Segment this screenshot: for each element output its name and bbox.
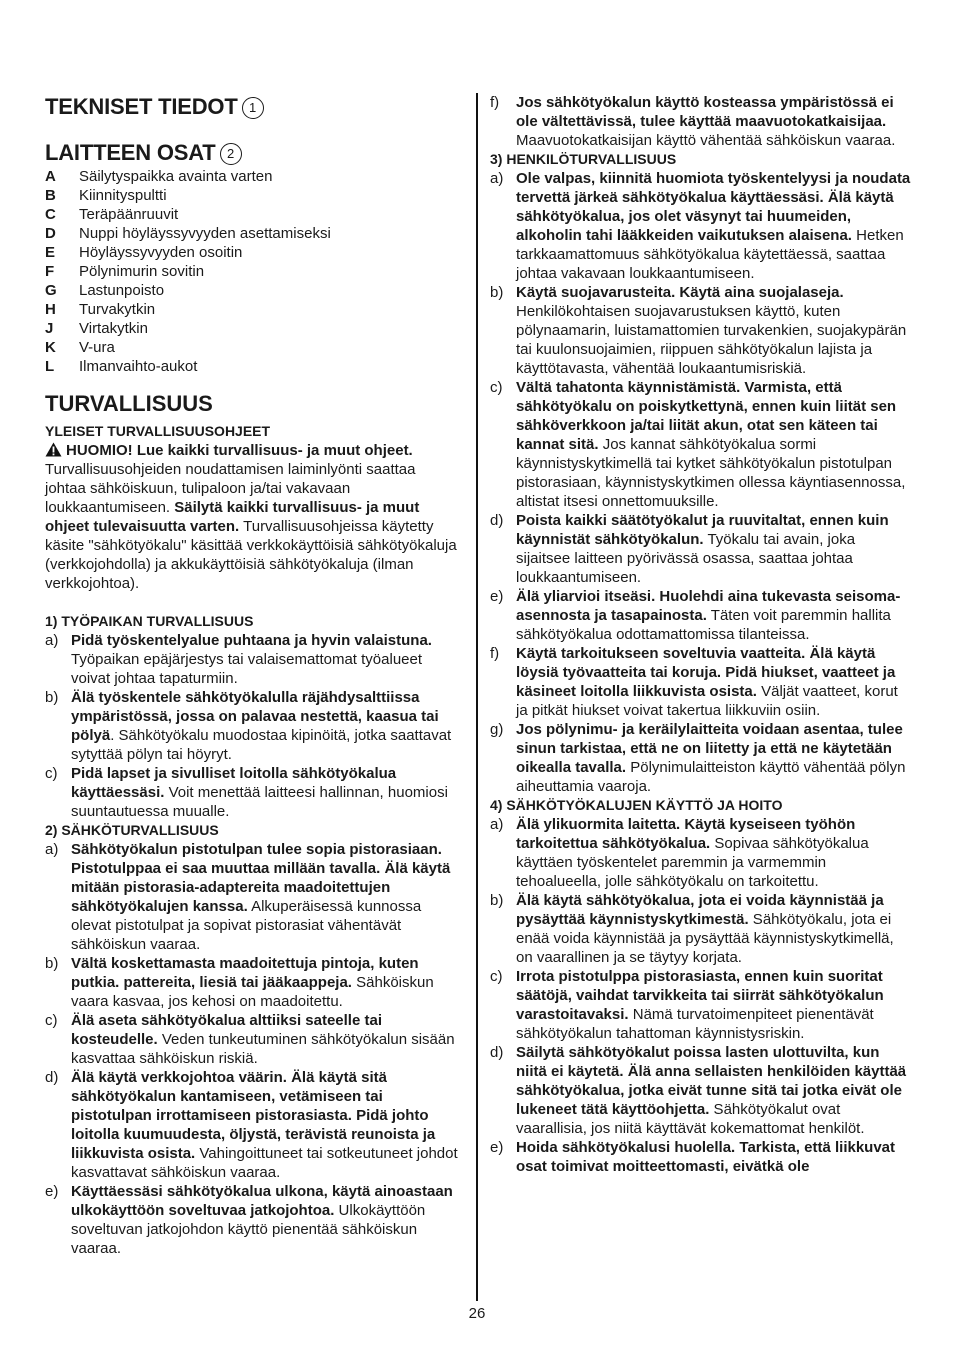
item-bold-text: Sähkötyökalun pistotulpan tulee sopia pistorasiaan. Pistotulppaa ei saa muuttaa millään tavalla. Älä käytä mitään pistorasia-adaptereita maadoitettujen sähkötyökalujen kanssa. — [71, 841, 451, 915]
tech-heading — [45, 93, 460, 121]
item-bold-text: Vältä tahatonta käynnistämistä. Varmista, että sähkötyökalu on poiskytkettynä, ennen kuin liität sen sähköverkkoon ja/tai liität akun, otat sen käteen tai kannat sitä. — [516, 379, 897, 453]
item-bold-text: Älä aseta sähkötyökalua alttiiksi sateelle tai kosteudelle. — [71, 1012, 382, 1048]
item-label: a) — [45, 632, 59, 649]
item-bold-text: Pidä työskentelyalue puhtaana ja hyvin valaistuna. — [71, 632, 432, 649]
section-3-list — [490, 169, 912, 796]
item-bold-text: Käytä tarkoitukseen soveltuvia vaatteita. Älä käytä löysiä työvaatteita tai koruja. Pidä hiukset, vaatteet ja käsineet loitolla liikkuvista osista. — [516, 645, 896, 700]
item-bold-text: Käyttäessäsi sähkötyökalua ulkona, käytä ainoastaan ulkokäyttöön soveltuvaa jatkojohtoa. — [71, 1183, 453, 1219]
item-label: c) — [45, 1012, 58, 1029]
section-2-title: 2) SÄHKÖTURVALLISUUS — [45, 822, 219, 838]
part-letter: L — [45, 358, 55, 375]
parts-list-item — [45, 357, 460, 376]
item-label: e) — [45, 1183, 59, 1200]
item-normal-text: Sopivaa sähkötyökalua käyttäen työskentelet paremmin ja varmemmin tehoalueella, jolle sähkötyökalu on tarkoitettu. — [516, 835, 869, 890]
general-safety-subheading: YLEISET TURVALLISUUSOHJEET — [45, 423, 271, 439]
item-bold-text: Käytä suojavarusteita. Käytä aina suojalaseja. — [516, 284, 844, 301]
item-normal-text: Työkalu tai avain, joka sijaitsee laitteen pyörivässä osassa, saattaa johtaa loukkaantumiseen. — [516, 531, 856, 586]
part-name: Säilytyspaikka avainta varten — [79, 168, 273, 185]
item-label: b) — [490, 284, 504, 301]
list-item — [490, 720, 912, 796]
item-normal-text: Voit menettää laitteesi hallinnan, huomiosi suuntautuessa muualle. — [71, 784, 448, 820]
item-text: Jos sähkötyökalun käyttö kosteassa ympäristössä ei ole vältettävissä, tulee käyttää maavuotokatkaisijaa. Maavuotokatkaisijan käyttö vähentää sähköiskun vaaraa. — [516, 94, 896, 149]
list-item — [490, 1138, 912, 1176]
part-name: Turvakytkin — [79, 301, 156, 318]
parts-list-item — [45, 319, 460, 338]
list-item — [45, 764, 460, 821]
part-name: Virtakytkin — [79, 320, 148, 337]
item-label: f) — [490, 645, 500, 662]
list-item — [490, 644, 912, 720]
item-normal-text: Väljät vaatteet, korut ja pitkät hiukset voivat takertua liikkuviin osiin. — [516, 683, 898, 719]
parts-list-item — [45, 243, 460, 262]
item-normal-text: Veden tunkeutuminen sähkötyökalun sisään kasvattaa sähköiskun riskiä. — [71, 1031, 455, 1067]
parts-list — [45, 167, 460, 376]
part-name: Lastunpoisto — [79, 282, 165, 299]
list-item — [490, 1043, 912, 1138]
list-item — [490, 378, 912, 511]
item-label: c) — [490, 968, 503, 985]
part-letter: B — [45, 187, 56, 204]
item-text — [516, 1138, 912, 1176]
item-label: d) — [45, 1069, 59, 1086]
item-text — [516, 378, 912, 511]
item-text — [516, 169, 912, 283]
item-bold-text: Älä käytä verkkojohtoa väärin. Älä käytä sitä sähkötyökalun kantamiseen, vetämiseen tai pistotulpan irrottamiseen pistorasiasta. Pidä johto loitolla kuumuudesta, öljystä, terävistä reunoista ja liikkuvista osista. — [71, 1069, 436, 1162]
list-item — [490, 891, 912, 967]
item-label: d) — [490, 1044, 504, 1061]
item-text — [516, 815, 912, 891]
column-divider — [476, 93, 478, 1301]
item-bold-text: Vältä koskettamasta maadoitettuja pintoja, kuten putkia. pattereita, liesiä tai jääkaappeja. — [71, 955, 419, 991]
item-bold-text: Älä työskentele sähkötyökalulla räjähdysalttiissa ympäristössä, jossa on palavaa nestettä, kaasua tai pölyä — [71, 689, 439, 744]
tech-ref-number: 1 — [242, 97, 264, 119]
parts-list-item — [45, 224, 460, 243]
list-item — [490, 169, 912, 283]
tech-title: TEKNISET TIEDOT — [45, 94, 238, 119]
parts-list-item — [45, 262, 460, 281]
part-letter: C — [45, 206, 56, 223]
part-name: Nuppi höyläyssyvyyden asettamiseksi — [79, 225, 331, 242]
item-normal-text: Sähköiskun vaara kasvaa, jos kehosi on maadoitettu. — [71, 974, 434, 1010]
item-normal-text: Henkilökohtaisen suojavarustuksen käyttö, kuten pölynaamarin, luistamattomien turvakenkien, suojakypärän tai kuulonsuojaimien, riippuen sähkötyökalun lajista ja käyttötavasta, vähentää loukaantumisriskiä. — [516, 303, 907, 377]
list-item — [45, 954, 460, 1011]
item-bold-text: Pidä lapset ja sivulliset loitolla sähkötyökalua käyttäessäsi. — [71, 765, 397, 801]
list-item — [45, 1182, 460, 1258]
item-bold-text: Hoida sähkötyökalusi huolella. Tarkista, että liikkuvat osat toimivat moitteettomasti, eivätkä ole — [516, 1139, 896, 1175]
part-name: Ilmanvaihto-aukot — [79, 358, 198, 375]
page-number: 26 — [468, 1305, 486, 1322]
section-1-title: 1) TYÖPAIKAN TURVALLISUUS — [45, 613, 254, 629]
part-letter: K — [45, 339, 56, 356]
parts-list-item — [45, 186, 460, 205]
item-label: b) — [490, 892, 504, 909]
section-3-title: 3) HENKILÖTURVALLISUUS — [490, 151, 677, 167]
item-text — [516, 967, 912, 1043]
item-normal-text: Pölynimulaitteiston käyttö vähentää pölyn aiheuttamia vaaroja. — [516, 759, 906, 795]
item-text — [516, 283, 912, 378]
item-text — [71, 1068, 460, 1182]
item-normal-text: Täten voit paremmin hallita sähkötyökalua odottamattomissa tilanteissa. — [516, 607, 891, 643]
item-normal-text: Sähkötyökalut ovat vaarallisia, jos niitä käyttävät kokemattomat henkilöt. — [516, 1101, 865, 1137]
section-2-list — [45, 840, 460, 1258]
right-column — [490, 93, 912, 1176]
part-name: Pölynimurin sovitin — [79, 263, 205, 280]
item-text — [71, 954, 460, 1011]
list-item — [490, 93, 912, 150]
item-normal-text: Alkuperäisessä kunnossa olevat pistotulpat ja sopivat pistorasiat vähentävät sähköiskun vaaraa. — [71, 898, 422, 953]
item-label: b) — [45, 689, 59, 706]
item-normal-text: Jos kannat sähkötyökalua sormi käynnistyskytkimellä tai kytket sähkötyökalun pistotulpan pistorasiaan, käynnistyskytkimen ollessa käyntiasennossa, altistat itsesi onnettomuuksille. — [516, 436, 906, 510]
list-item — [45, 631, 460, 688]
item-bold-text: Ole valpas, kiinnitä huomiota työskentelyysi ja noudata tervettä järkeä sähkötyökalua käyttäessäsi. Älä käytä sähkötyökalua, jos olet väsynyt tai huumeiden, alkoholin tahi lääkkeiden vaikutuksen alaisena. — [516, 170, 911, 244]
parts-heading — [45, 139, 460, 167]
warning-triangle-icon — [45, 442, 62, 457]
item-label: c) — [490, 379, 503, 396]
list-item — [45, 1011, 460, 1068]
item-bold-text: Poista kaikki säätötyökalut ja ruuvitaltat, ennen kuin käynnistät sähkötyökalun. — [516, 512, 889, 548]
parts-title: LAITTEEN OSAT — [45, 140, 216, 165]
item-normal-text: Sähkötyökalu, jota ei enää voida käynnistää ja pysäyttää käynnistyskytkimellä, on vaarallinen ja se täytyy korjata. — [516, 911, 894, 966]
section-4-list — [490, 815, 912, 1176]
part-name: Kiinnityspultti — [79, 187, 167, 204]
part-name: V-ura — [79, 339, 115, 356]
warning-bold-1: HUOMIO! Lue kaikki turvallisuus- ja muut ohjeet. — [66, 442, 413, 459]
item-text — [516, 644, 912, 720]
warning-text-1: Turvallisuusohjeiden noudattamisen laiminlyönti saattaa johtaa sähköiskuun, tulipaloon ja/tai vakavaan loukkaantumiseen. — [45, 461, 416, 516]
item-label: a) — [490, 816, 504, 833]
parts-list-item — [45, 205, 460, 224]
item-label: e) — [490, 1139, 504, 1156]
item-bold-text: Älä ylikuormita laitetta. Käytä kyseiseen työhön tarkoitettua sähkötyökalua. — [516, 816, 856, 852]
section-4-title: 4) SÄHKÖTYÖKALUJEN KÄYTTÖ JA HOITO — [490, 797, 783, 813]
item-label: e) — [490, 588, 504, 605]
part-letter: H — [45, 301, 56, 318]
list-item — [490, 511, 912, 587]
item-text — [516, 587, 912, 644]
part-name: Teräpäänruuvit — [79, 206, 179, 223]
item-normal-text: Vahingoittuneet tai sotkeutuneet johdot kasvattavat sähköiskun vaaraa. — [71, 1145, 458, 1181]
item-bold-text: Jos pölynimu- ja keräilylaitteita voidaan asentaa, tulee sinun tarkistaa, että ne on liitetty ja että ne käytetään oikealla tavalla. — [516, 721, 903, 776]
list-item — [45, 688, 460, 764]
parts-list-item — [45, 167, 460, 186]
list-item — [45, 1068, 460, 1182]
safety-heading: TURVALLISUUS — [45, 391, 213, 416]
list-item — [490, 815, 912, 891]
list-item — [490, 967, 912, 1043]
part-letter: J — [45, 320, 54, 337]
section-1-list — [45, 631, 460, 821]
item-label: a) — [490, 170, 504, 187]
item-bold-text: Älä yliarvioi itseäsi. Huolehdi aina tukevasta seisoma-asennosta ja tasapainosta. — [516, 588, 901, 624]
item-normal-text: Työpaikan epäjärjestys tai valaisemattomat työalueet voivat johtaa tapaturmiin. — [71, 651, 423, 687]
item-text — [516, 511, 912, 587]
item-label: b) — [45, 955, 59, 972]
item-label: c) — [45, 765, 58, 782]
item-bold-text: Irrota pistotulppa pistorasiasta, ennen kuin suoritat säätöjä, vaihdat tarvikkeita tai siirrät sähkötyökalun varastoitavaksi. — [516, 968, 884, 1023]
parts-list-item — [45, 338, 460, 357]
item-text — [71, 840, 460, 954]
item-label: g) — [490, 721, 504, 738]
item-text — [71, 764, 460, 821]
list-item — [490, 283, 912, 378]
part-letter: A — [45, 168, 56, 185]
warning-paragraph — [45, 441, 460, 593]
warning-text-2: Turvallisuusohjeissa käytetty käsite "sähkötyökalu" käsittää verkkokäyttöisiä sähkötyökaluja (verkkojohdolla) ja akkukäyttöisiä sähkötyökaluja (ilman verkkojohtoa). — [45, 518, 457, 592]
part-letter: D — [45, 225, 56, 242]
list-item — [45, 840, 460, 954]
item-normal-text: Hetken tarkkaamattomuus sähkötyökalua käytettäessä, saattaa johtaa vakavaan loukkaantumiseen. — [516, 227, 904, 282]
item-normal-text: . Sähkötyökalu muodostaa kipinöitä, jotka saattavat sytyttää pölyn tai höyryt. — [71, 727, 452, 763]
list-item — [490, 587, 912, 644]
item-text — [71, 1182, 460, 1258]
left-column — [45, 93, 460, 1258]
part-letter: F — [45, 263, 55, 280]
item-text — [516, 891, 912, 967]
part-letter: G — [45, 282, 57, 299]
item-label: a) — [45, 841, 59, 858]
parts-list-item — [45, 300, 460, 319]
item-text — [71, 1011, 460, 1068]
warning-bold-2: Säilytä kaikki turvallisuus- ja muut ohjeet tulevaisuutta varten. — [45, 499, 420, 535]
part-letter: E — [45, 244, 56, 261]
item-label: f) — [490, 94, 500, 111]
parts-list-item — [45, 281, 460, 300]
item-normal-text: Ulkokäyttöön soveltuvan jatkojohdon käyttö pienentää sähköiskun vaaraa. — [71, 1202, 426, 1257]
item-text — [71, 688, 460, 764]
item-text — [516, 720, 912, 796]
item-label: d) — [490, 512, 504, 529]
parts-ref-number: 2 — [220, 143, 242, 165]
item-normal-text: Nämä turvatoimenpiteet pienentävät sähkötyökalun tahattoman käynnistysriskin. — [516, 1006, 874, 1042]
item-bold-text: Älä käytä sähkötyökalua, jota ei voida käynnistää ja pysäyttää käynnistyskytkimestä. — [516, 892, 884, 928]
item-text — [71, 631, 460, 688]
item-text — [516, 1043, 912, 1138]
item-bold-text: Säilytä sähkötyökalut poissa lasten ulottuvilta, kun niitä ei käytetä. Älä anna sellaisten henkilöiden käyttää sähkötyökalua, jotka eivät tunne sitä tai jotka eivät ole lukeneet tätä käyttöohjetta. — [516, 1044, 907, 1118]
part-name: Höyläyssyvyyden osoitin — [79, 244, 243, 261]
